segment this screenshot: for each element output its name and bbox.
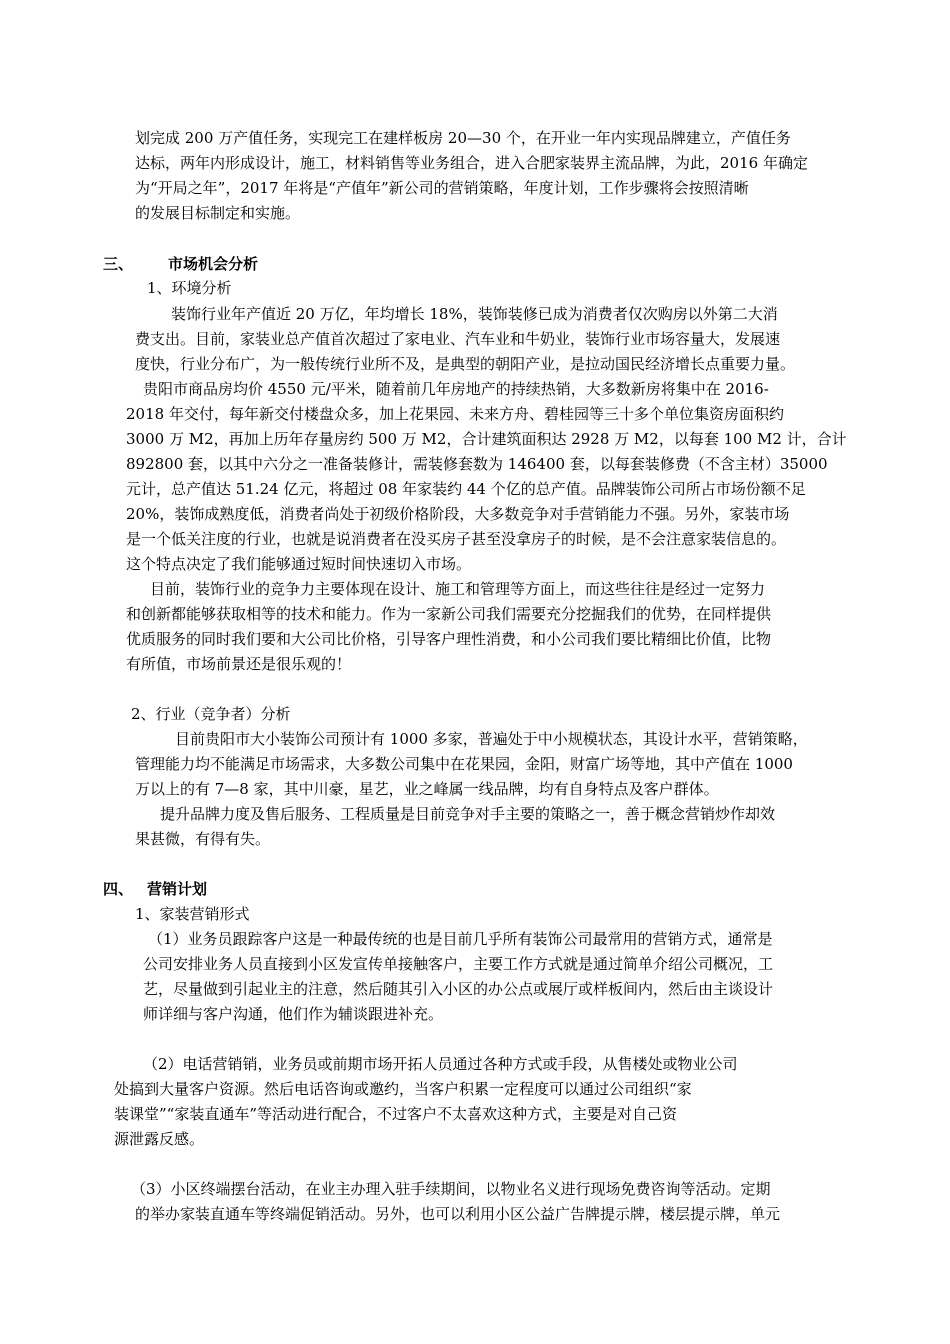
section3-sub2-line: 提升品牌力度及售后服务、工程质量是目前竞争对手主要的策略之一，善于概念营销炒作却效 [160,805,776,823]
section4-p2-line: 装课堂”“家装直通车”等活动进行配合，不过客户不太喜欢这种方式，主要是对自己资 [114,1105,678,1123]
section3-sub1-line: 3000 万 M2，再加上历年存量房约 500 万 M2，合计建筑面积达 2928 万 M2，以每套 100 M2 计，合计 [126,430,847,448]
intro-line: 划完成 200 万产值任务，实现完工在建样板房 20—30 个，在开业一年内实现品牌建立，产值任务 [135,129,791,147]
section4-p1-line: 师详细与客户沟通，他们作为辅谈跟进补充。 [143,1005,444,1023]
section3-sub1-line: 有所值，市场前景还是很乐观的！ [126,655,352,673]
section3-title: 市场机会分析 [168,255,259,273]
section3-sub1-line: 2018 年交付，每年新交付楼盘众多，加上花果园、未来方舟、碧桂园等三十多个单位集资房面积约 [126,405,784,423]
section3-sub2-line: 管理能力均不能满足市场需求，大多数公司集中在花果园，金阳，财富广场等地，其中产值在 1000 [135,755,793,773]
section4-p2-line: 处搞到大量客户资源。然后电话咨询或邀约，当客户积累一定程度可以通过公司组织“家 [114,1080,692,1098]
section3-sub1-line: 费支出。目前，家装业总产值首次超过了家电业、汽车业和牛奶业，装饰行业市场容量大，发展速 [135,330,781,348]
section3-sub1-line: 和创新都能够获取相等的技术和能力。作为一家新公司我们需要充分挖掘我们的优势，在同样提供 [126,605,772,623]
section4-p1-line: 艺，尽量做到引起业主的注意，然后随其引入小区的办公点或展厅或样板间内，然后由主谈设计 [143,980,774,998]
section4-sub1-title: 1、家装营销形式 [135,905,250,923]
section3-sub1-line: 这个特点决定了我们能够通过短时间快速切入市场。 [126,555,472,573]
section3-number: 三、 [103,255,134,273]
intro-line: 为“开局之年”，2017 年将是“产值年”新公司的营销策略，年度计划，工作步骤将会按照清晰 [135,179,749,197]
section4-title: 营销计划 [147,880,208,898]
section4-p1-line: 公司安排业务人员直接到小区发宣传单接触客户，主要工作方式就是通过简单介绍公司概况，工 [143,955,774,973]
section3-sub2-line: 万以上的有 7—8 家，其中川豪，星艺，业之峰属一线品牌，均有自身特点及客户群体。 [135,780,719,798]
section3-sub2-line: 目前贵阳市大小装饰公司预计有 1000 多家，普遍处于中小规模状态，其设计水平，营销策略， [175,730,808,748]
section4-p2-line: （2）电话营销销，业务员或前期市场开拓人员通过各种方式或手段，从售楼处或物业公司 [143,1055,738,1073]
section4-p1-line: （1）业务员跟踪客户这是一种最传统的也是目前几乎所有装饰公司最常用的营销方式，通常是 [148,930,773,948]
section3-sub1-line: 贵阳市商品房均价 4550 元/平米，随着前几年房地产的持续热销，大多数新房将集中在 2016- [143,380,769,398]
section3-sub1-title: 1、环境分析 [147,279,232,297]
section4-p2-line: 源泄露反感。 [114,1130,205,1148]
section3-sub1-line: 元计，总产值达 51.24 亿元，将超过 08 年家装约 44 个亿的总产值。品牌装饰公司所占市场份额不足 [126,480,806,498]
section4-number: 四、 [103,880,134,898]
section3-sub1-line: 目前，装饰行业的竞争力主要体现在设计、施工和管理等方面上，而这些往往是经过一定努力 [150,580,766,598]
section3-sub1-line: 度快，行业分布广，为一般传统行业所不及，是典型的朝阳产业，是拉动国民经济增长点重要力量。 [135,355,796,373]
intro-line: 达标，两年内形成设计，施工，材料销售等业务组合，进入合肥家装界主流品牌，为此，2016 年确定 [135,154,808,172]
section3-sub1-line: 装饰行业年产值近 20 万亿，年均增长 18%，装饰装修已成为消费者仅次购房以外第二大消 [171,305,778,323]
section3-sub1-line: 20%，装饰成熟度低，消费者尚处于初级价格阶段，大多数竞争对手营销能力不强。另外，家装市场 [126,505,790,523]
section3-sub1-line: 是一个低关注度的行业，也就是说消费者在没买房子甚至没拿房子的时候，是不会注意家装信息的。 [126,530,787,548]
section3-sub2-line: 果甚微，有得有失。 [135,830,271,848]
section3-sub1-line: 优质服务的同时我们要和大公司比价格，引导客户理性消费，和小公司我们要比精细比价值，比物 [126,630,772,648]
intro-line: 的发展目标制定和实施。 [135,204,301,222]
section4-p3-line: （3）小区终端摆台活动，在业主办理入驻手续期间，以物业名义进行现场免费咨询等活动。定期 [131,1180,771,1198]
section4-p3-line: 的举办家装直通车等终端促销活动。另外，也可以利用小区公益广告牌提示牌，楼层提示牌，单元 [135,1205,781,1223]
section3-sub2-title: 2、行业（竞争者）分析 [131,705,291,723]
section3-sub1-line: 892800 套，以其中六分之一准备装修计，需装修套数为 146400 套，以每套装修费（不含主材）35000 [126,455,828,473]
